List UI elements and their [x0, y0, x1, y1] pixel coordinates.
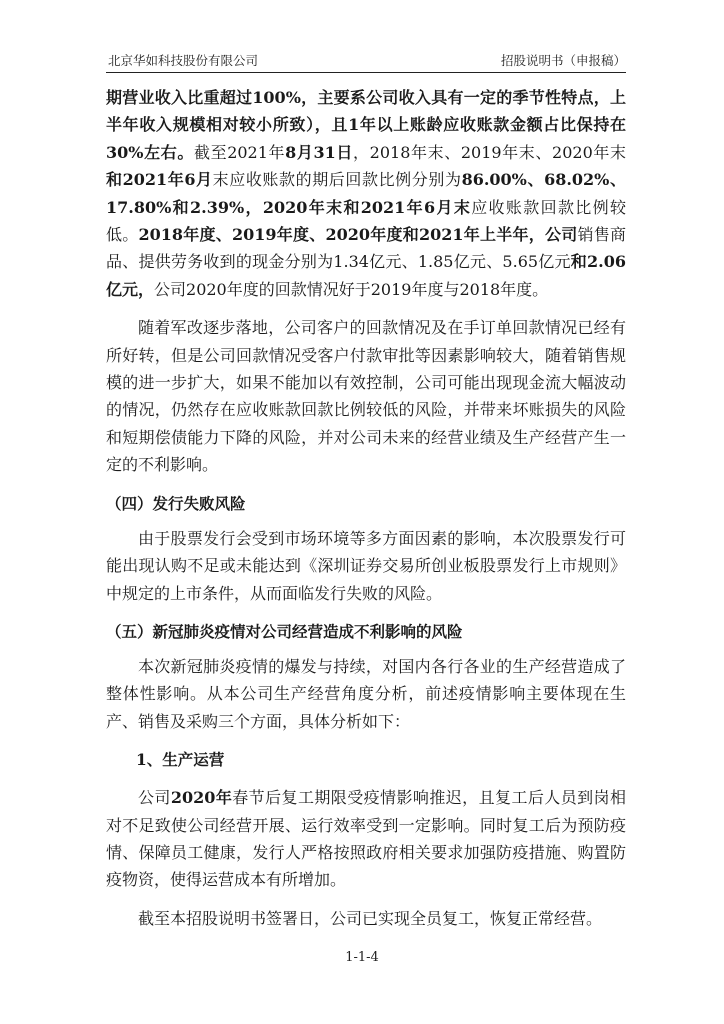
page-number: 1-1-4	[345, 950, 379, 965]
paragraph-issuance-failure: 由于股票发行会受到市场环境等多方面因素的影响，本次股票发行可能出现认购不足或未能达到《深圳证券交易所创业板股票发行上市规则》中规定的上市条件，从而面临发行失败的风险。	[106, 528, 626, 603]
page-header	[106, 52, 626, 70]
paragraph-production-operations: 公司2020年春节后复工期限受疫情影响推迟，且复工后人员到岗相对不足致使公司经营开展、运行效率受到一定影响。同时复工后为预防疫情、保障员工健康，发行人严格按照政府相关要求加强防疫措施、购置防疫物资，使得运营成本有所增加。	[106, 788, 626, 890]
document-body	[106, 84, 626, 932]
paragraph-receivables: 期营业收入比重超过100%，主要系公司收入具有一定的季节性特点，上半年收入规模相对较小所致），且1年以上账龄应收账款金额占比保持在30%左右。截至2021年8月31日，2018年末、2019年末、2020年末和2021年6月末应收账款的期后回款比例分别为86.00%、68.02%、17.80%和2.39%，2020年末和2021年6月末应收账款回款比例较低。2018年度、2019年度、2020年度和2021年上半年，公司销售商品、提供劳务收到的现金分别为1.34亿元、1.85亿元、5.65亿元和2.06亿元，公司2020年度的回款情况好于2019年度与2018年度。	[106, 88, 626, 299]
header-document-type: 招股说明书（申报稿）	[500, 53, 626, 68]
subsection-heading-production: 1、生产运营	[136, 750, 225, 770]
header-company-name: 北京华如科技股份有限公司	[108, 53, 259, 68]
header-rule	[106, 72, 626, 73]
paragraph-military-reform: 随着军改逐步落地，公司客户的回款情况及在手订单回款情况已经有所好转，但是公司回款情况受客户付款审批等因素影响较大，随着销售规模的进一步扩大，如果不能加以有效控制，公司可能出现现金流大幅波动的情况，仍然存在应收账款回款比例较低的风险，并带来坏账损失的风险和短期偿债能力下降的风险，并对公司未来的经营业绩及生产经营产生一定的不利影响。	[106, 318, 626, 475]
section-heading-covid-risk: （五）新冠肺炎疫情对公司经营造成不利影响的风险	[106, 621, 463, 641]
section-heading-issuance-failure: （四）发行失败风险	[106, 493, 246, 513]
paragraph-full-resumption: 截至本招股说明书签署日，公司已实现全员复工，恢复正常经营。	[138, 908, 603, 928]
paragraph-covid-intro: 本次新冠肺炎疫情的爆发与持续，对国内各行各业的生产经营造成了整体性影响。从本公司生产经营角度分析，前述疫情影响主要体现在生产、销售及采购三个方面，具体分析如下：	[106, 656, 626, 731]
